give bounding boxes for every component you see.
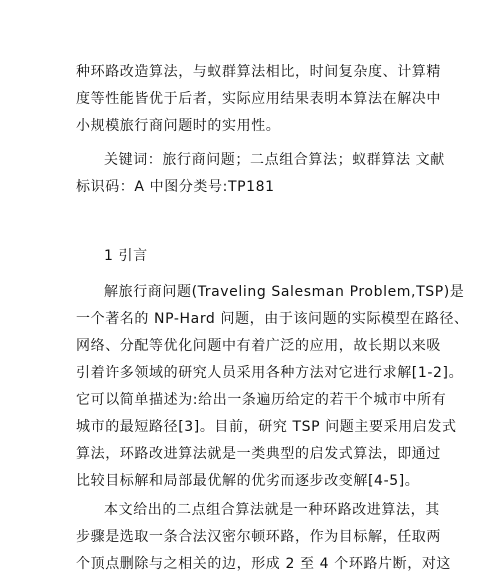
keywords-line-1: 关键词：旅行商问题；二点组合算法；蚁群算法 文献 xyxy=(104,152,445,168)
paragraph-1-line-6: 城市的最短路径[3]。目前，研究 TSP 问题主要采用启发式 xyxy=(76,419,457,435)
section-heading: 1 引言 xyxy=(104,248,148,264)
paragraph-2-line-2: 步骤是选取一条合法汉密尔顿环路，作为目标解，任取两 xyxy=(76,529,441,545)
paragraph-1-line-4: 引着许多领域的研究人员采用各种方法对它进行求解[1-2]。 xyxy=(76,365,464,381)
abstract-line-3: 小规模旅行商问题时的实用性。 xyxy=(76,118,281,134)
paragraph-1-line-1: 解旅行商问题(Traveling Salesman Problem,TSP)是 xyxy=(104,284,465,300)
abstract-line-1: 种环路改造算法，与蚁群算法相比，时间复杂度、计算精 xyxy=(76,64,441,80)
paragraph-2-line-1: 本文给出的二点组合算法就是一种环路改进算法，其 xyxy=(104,502,440,518)
paragraph-1-line-3: 网络、分配等优化问题中有着广泛的应用，故长期以来吸 xyxy=(76,338,441,354)
paragraph-2-line-3: 个顶点删除与之相关的边，形成 2 至 4 个环路片断，对这 xyxy=(76,556,452,572)
paragraph-1-line-2: 一个著名的 NP-Hard 问题，由于该问题的实际模型在路径、 xyxy=(76,311,469,327)
paragraph-1-line-5: 它可以简单描述为:给出一条遍历给定的若干个城市中所有 xyxy=(76,392,447,408)
paragraph-1-line-7: 算法，环路改进算法就是一类典型的启发式算法，即通过 xyxy=(76,446,441,462)
paragraph-1-line-8: 比较目标解和局部最优解的优劣而逐步改变解[4-5]。 xyxy=(76,473,420,489)
keywords-line-2: 标识码：A 中图分类号:TP181 xyxy=(76,179,275,195)
abstract-line-2: 度等性能皆优于后者，实际应用结果表明本算法在解决中 xyxy=(76,91,441,107)
